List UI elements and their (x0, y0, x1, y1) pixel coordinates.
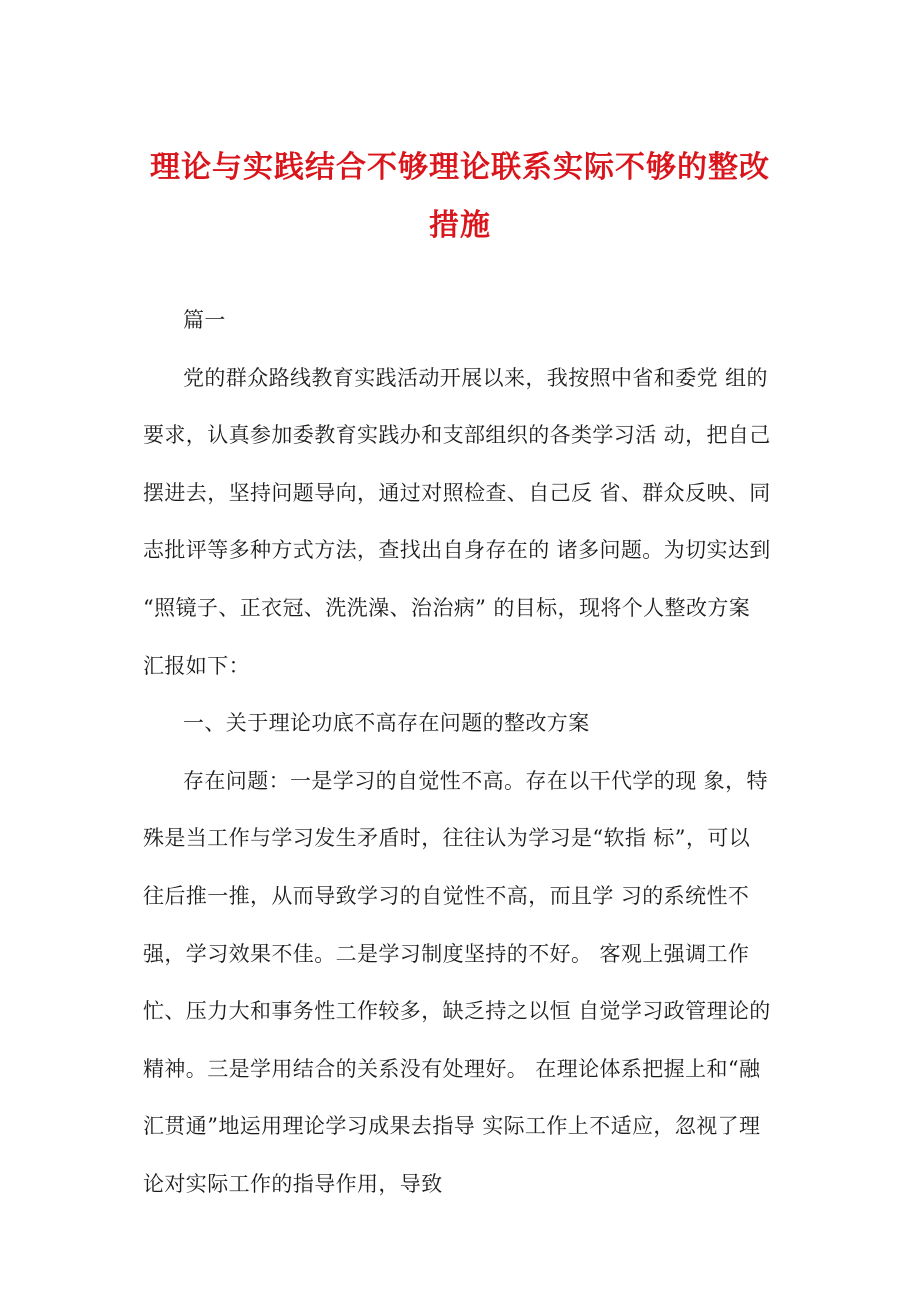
body-line: “照镜子、正衣冠、洗洗澡、治治病” 的目标，现将个人整改方案 (143, 595, 751, 620)
body-line: 汇贯通”地运用理论学习成果去指导 实际工作上不适应，忽视了理 (143, 1114, 761, 1139)
body-line: 摆进去，坚持问题导向，通过对照检查、自己反 省、群众反映、同 (143, 480, 771, 505)
body-line: 往后推一推，从而导致学习的自觉性不高，而且学 习的系统性不 (143, 883, 750, 908)
body-line: 论对实际工作的指导作用，导致 (143, 1171, 443, 1196)
document-body (143, 292, 783, 1214)
document-title-line-2: 措施 (429, 208, 491, 243)
body-line: 精神。三是学用结合的关系没有处理好。 在理论体系把握上和“融 (143, 1056, 761, 1081)
body-line: 强，学习效果不佳。二是学习制度坚持的不好。 客观上强调工作 (143, 941, 750, 966)
body-line: 存在问题：一是学习的自觉性不高。存在以干代学的现 象，特 (183, 768, 768, 793)
document-title-line-1: 理论与实践结合不够理论联系实际不够的整改 (150, 150, 770, 185)
body-line: 党的群众路线教育实践活动开展以来，我按照中省和委党 组的 (183, 365, 768, 390)
body-line: 殊是当工作与学习发生矛盾时，往往认为学习是“软指 标”，可以 (143, 826, 751, 851)
body-line: 汇报如下： (143, 653, 250, 678)
body-line: 篇一 (183, 308, 226, 332)
document-title (120, 139, 800, 255)
body-line: 要求，认真参加委教育实践办和支部组织的各类学习活 动，把自己 (143, 423, 771, 448)
body-line: 志批评等多种方式方法，查找出自身存在的 诸多问题。为切实达到 (143, 538, 771, 563)
body-line: 一、关于理论功底不高存在问题的整改方案 (183, 711, 590, 736)
body-line: 忙、压力大和事务性工作较多，缺乏持之以恒 自觉学习政管理论的 (143, 999, 771, 1024)
